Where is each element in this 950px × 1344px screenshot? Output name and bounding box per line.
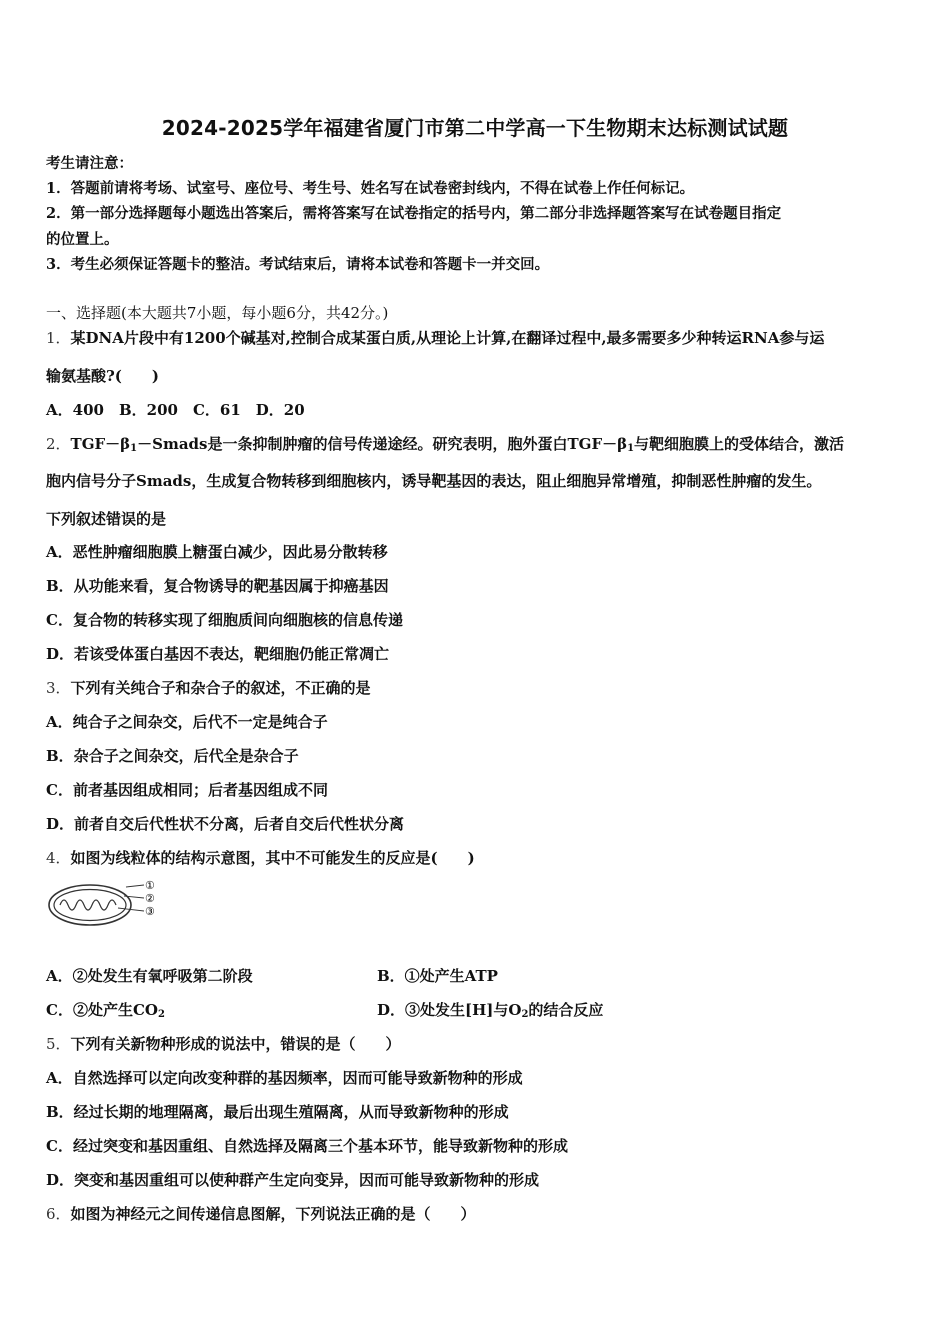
question-text-part: 与靶细胞膜上的受体结合，激活 — [634, 435, 845, 453]
option-a: A．恶性肿瘤细胞膜上糖蛋白减少，因此易分散转移 — [46, 543, 388, 561]
question-6 — [46, 1203, 476, 1224]
question-text-part: TGF－β — [70, 435, 131, 453]
question-2-cont: 胞内信号分子Smads，生成复合物转移到细胞核内，诱导靶基因的表达，阻止细胞异常增殖，抑制恶性肿瘤的发生。 — [46, 472, 822, 490]
question-1-cont: 输氨基酸?( ) — [46, 367, 159, 385]
option-text: 的结合反应 — [528, 1001, 604, 1019]
option-d: D．前者自交后代性状不分离，后者自交后代性状分离 — [46, 815, 405, 833]
option-text: C．②处产生CO — [46, 1001, 158, 1019]
option-a: A．纯合子之间杂交，后代不一定是纯合子 — [46, 713, 328, 731]
option-text: D．③处发生[H]与O — [377, 1001, 522, 1019]
inner-membrane — [54, 890, 126, 921]
question-4 — [46, 847, 475, 868]
option-b: B．从功能来看，复合物诱导的靶基因属于抑癌基因 — [46, 577, 389, 595]
notice-item-3: 3．考生必须保证答题卡的整洁。考试结束后，请将本试卷和答题卡一并交回。 — [46, 256, 550, 273]
question-number: 5． — [46, 1035, 71, 1053]
option-row-ab — [46, 965, 253, 986]
leader-line-1 — [126, 885, 144, 887]
notice-item-1: 1．答题前请将考场、试室号、座位号、考生号、姓名写在试卷密封线内，不得在试卷上作任何标记。 — [46, 180, 695, 197]
option-b: B．杂合子之间杂交，后代全是杂合子 — [46, 747, 299, 765]
question-number: 2． — [46, 435, 71, 453]
mitochondrion-figure — [46, 878, 162, 930]
question-number: 3． — [46, 679, 71, 697]
subscript: 2 — [157, 1009, 165, 1020]
option-b: B．经过长期的地理隔离，最后出现生殖隔离，从而导致新物种的形成 — [46, 1103, 509, 1121]
option-a: A．自然选择可以定向改变种群的基因频率，因而可能导致新物种的形成 — [46, 1069, 523, 1087]
subscript: 1 — [627, 443, 635, 454]
option-a: A．②处发生有氧呼吸第二阶段 — [46, 967, 253, 985]
question-2 — [46, 433, 844, 454]
question-number: 1． — [46, 329, 71, 347]
question-text: 下列有关纯合子和杂合子的叙述，不正确的是 — [70, 679, 371, 697]
option-c — [46, 999, 165, 1020]
figure-label-3: ③ — [145, 905, 155, 918]
question-text: 如图为神经元之间传递信息图解，下列说法正确的是（ ） — [70, 1205, 476, 1223]
notice-heading: 考生请注意： — [46, 155, 133, 172]
option-b: B．①处产生ATP — [377, 967, 498, 985]
question-text: 下列有关新物种形成的说法中，错误的是（ ） — [70, 1035, 401, 1053]
question-1 — [46, 327, 824, 348]
option-c: C．前者基因组成相同；后者基因组成不同 — [46, 781, 328, 799]
option-c: C．复合物的转移实现了细胞质间向细胞核的信息传递 — [46, 611, 403, 629]
section-heading: 一、选择题(本大题共7小题，每小题6分，共42分。) — [46, 304, 389, 322]
question-5 — [46, 1033, 401, 1054]
question-1-options: A．400 B．200 C．61 D．20 — [46, 401, 305, 419]
option-c: C．经过突变和基因重组、自然选择及隔离三个基本环节，能导致新物种的形成 — [46, 1137, 568, 1155]
outer-membrane — [49, 885, 131, 925]
question-2-prompt: 下列叙述错误的是 — [46, 510, 167, 528]
cristae — [60, 900, 116, 910]
subscript: 1 — [130, 443, 138, 454]
notice-item-2-cont: 的位置上。 — [46, 231, 119, 248]
option-d — [377, 999, 603, 1020]
question-text-part: －Smads是一条抑制肿瘤的信号传递途经。研究表明，胞外蛋白TGF－β — [137, 435, 628, 453]
question-number: 4． — [46, 849, 71, 867]
subscript: 2 — [521, 1009, 529, 1020]
option-d: D．突变和基因重组可以使种群产生定向变异，因而可能导致新物种的形成 — [46, 1171, 540, 1189]
figure-label-2: ② — [145, 892, 155, 905]
notice-item-2: 2．第一部分选择题每小题选出答案后，需将答案写在试卷指定的括号内，第二部分非选择题答案写在试卷题目指定 — [46, 205, 782, 222]
question-text: 如图为线粒体的结构示意图，其中不可能发生的反应是( ) — [70, 849, 475, 867]
question-number: 6． — [46, 1205, 71, 1223]
page-title: 2024-2025学年福建省厦门市第二中学高一下生物期末达标测试试题 — [161, 116, 789, 140]
figure-label-1: ① — [145, 879, 155, 892]
question-text: 某DNA片段中有1200个碱基对,控制合成某蛋白质,从理论上计算,在翻译过程中,最多需要多少种转运RNA参与运 — [70, 329, 825, 347]
option-d: D．若该受体蛋白基因不表达，靶细胞仍能正常凋亡 — [46, 645, 390, 663]
question-3 — [46, 677, 371, 698]
